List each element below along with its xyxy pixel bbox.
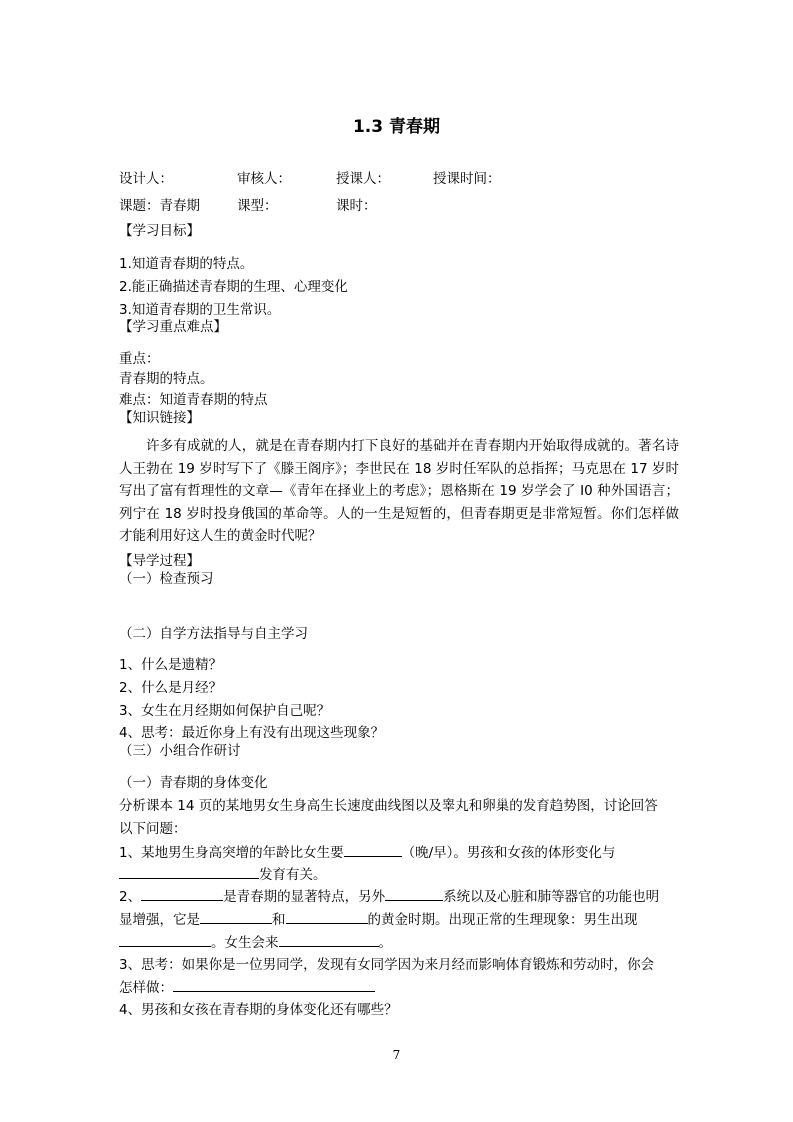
section-self-study: （二）自学方法指导与自主学习: [119, 626, 308, 642]
question-item: 4、思考：最近你身上有没有出现这些现象？: [119, 725, 385, 741]
question-1-line-1: 1、某地男生身高突增的年龄比女生要 （晚/早）。男孩和女孩的体形变化与: [119, 842, 615, 863]
answer-blank[interactable]: [286, 909, 368, 924]
question-2-line-3: 。女生会来 。: [119, 932, 392, 953]
key-label: 重点：: [119, 351, 160, 367]
question-3-line-2: 怎样做：: [119, 977, 375, 998]
topic-label: 课题：青春期: [119, 198, 200, 214]
question-3-line-1: 3、思考：如果你是一位男同学，发现有女同学因为来月经而影响体育锻炼和劳动时，你会: [119, 957, 655, 973]
answer-blank[interactable]: [119, 864, 259, 879]
reviewer-label: 审核人：: [237, 171, 291, 187]
goal-item: 3.知道青春期的卫生常识。: [119, 302, 281, 318]
question-1-line-2: 发育有关。: [119, 864, 327, 885]
key-point: 青春期的特点。: [119, 371, 214, 387]
goals-heading: 【学习目标】: [119, 223, 200, 239]
section-check-preview: （一）检查预习: [119, 571, 214, 587]
question-item: 3、女生在月经期如何保护自己呢？: [119, 703, 331, 719]
analysis-line: 以下问题：: [119, 821, 187, 837]
question-item: 2、什么是月经？: [119, 680, 223, 696]
question-item: 1、什么是遗精？: [119, 657, 223, 673]
knowledge-paragraph: 许多有成就的人，就是在青春期内打下良好的基础并在青春期内开始取得成就的。著名诗人王勃在 19 岁时写下了《滕王阁序》；李世民在 18 岁时任军队的总指挥；马克思在 17 岁时写出了富有哲理性的文章—《青年在择业上的考虑》；恩格斯在 19 岁学会了 I0 种外国语言；列宁在 18 岁时投身俄国的革命等。人的一生是短暂的，但青春期更是非常短暂。你们怎样做才能利用好这人生的黄金时代呢？: [119, 438, 679, 544]
lecture-time-label: 授课时间：: [433, 171, 501, 187]
meta-row-2: [119, 196, 377, 216]
subsection-body-changes: （一）青春期的身体变化: [119, 775, 268, 791]
goal-item: 2.能正确描述青春期的生理、心理变化: [119, 279, 348, 295]
answer-blank[interactable]: [141, 886, 223, 901]
section-group-study: （三）小组合作研讨: [119, 743, 241, 759]
answer-blank[interactable]: [385, 886, 443, 901]
process-heading: 【导学过程】: [119, 553, 200, 569]
answer-blank[interactable]: [200, 909, 272, 924]
question-4: 4、男孩和女孩在青春期的身体变化还有哪些？: [119, 1002, 398, 1018]
designer-label: 设计人：: [119, 171, 173, 187]
meta-row-1: [119, 169, 501, 189]
goal-item: 1.知道青春期的特点。: [119, 256, 254, 272]
lesson-type-label: 课型：: [237, 198, 278, 214]
answer-blank[interactable]: [279, 932, 379, 947]
answer-blank[interactable]: [119, 932, 211, 947]
lesson-hours-label: 课时：: [336, 198, 377, 214]
answer-blank[interactable]: [344, 842, 402, 857]
keypoints-heading: 【学习重点难点】: [119, 319, 227, 335]
question-2-line-2: 显增强，它是 和 的黄金时期。出现正常的生理现象：男生出现: [119, 909, 638, 930]
knowledge-heading: 【知识链接】: [119, 410, 200, 426]
question-2-line-1: 2、 是青春期的显著特点，另外 系统以及心脏和肺等器官的功能也明: [119, 886, 659, 907]
answer-blank[interactable]: [173, 977, 375, 992]
difficult-point: 难点：知道青春期的特点: [119, 392, 268, 408]
page-title: 1.3 青春期: [352, 117, 441, 137]
lecturer-label: 授课人：: [336, 171, 390, 187]
page-number: 7: [392, 1048, 401, 1062]
analysis-line: 分析课本 14 页的某地男女生身高生长速度曲线图以及睾丸和卵巢的发育趋势图，讨论回答: [119, 798, 658, 814]
